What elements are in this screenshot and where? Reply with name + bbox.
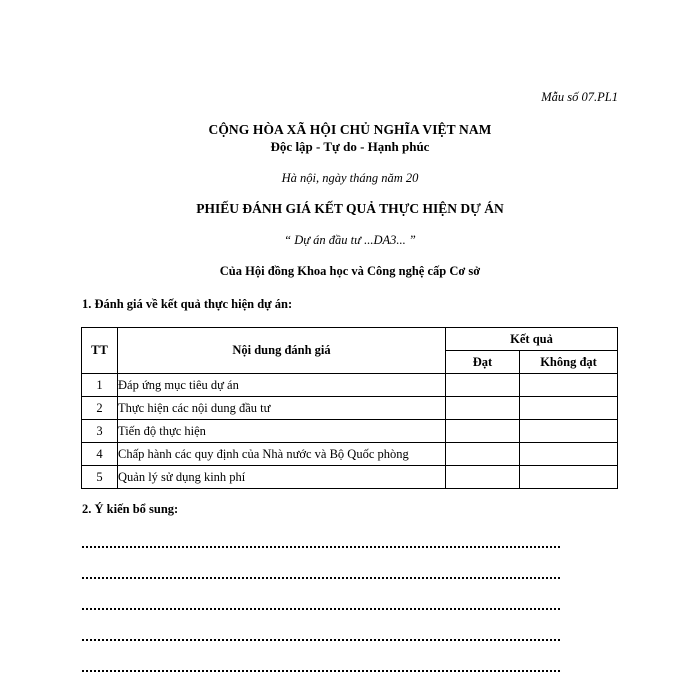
- table-row: [82, 374, 618, 397]
- row-content: Chấp hành các quy định của Nhà nước và Bộ Quốc phòng: [118, 443, 446, 466]
- council-name: Của Hội đồng Khoa học và Công nghệ cấp Cơ sở: [219, 264, 481, 278]
- row-content: Đáp ứng mục tiêu dự án: [118, 374, 446, 397]
- column-header-fail: Không đạt: [520, 351, 618, 374]
- form-code: Mẫu số 07.PL1: [541, 90, 618, 104]
- comment-line[interactable]: [82, 567, 560, 579]
- row-number: 1: [82, 374, 118, 397]
- column-header-content: Nội dung đánh giá: [118, 328, 446, 374]
- pass-cell[interactable]: [446, 420, 520, 443]
- pass-cell[interactable]: [446, 374, 520, 397]
- table-row: [82, 397, 618, 420]
- row-content: Thực hiện các nội dung đầu tư: [118, 397, 446, 420]
- comment-line[interactable]: [82, 536, 560, 548]
- date-line: Hà nội, ngày tháng năm 20: [281, 171, 419, 185]
- row-content: Quản lý sử dụng kinh phí: [118, 466, 446, 489]
- comment-line[interactable]: [82, 629, 560, 641]
- table-row: [82, 420, 618, 443]
- table-header-row: [82, 328, 618, 351]
- section-2-title: 2. Ý kiến bổ sung:: [82, 502, 179, 516]
- pass-cell[interactable]: [446, 397, 520, 420]
- nation-heading: CỘNG HÒA XÃ HỘI CHỦ NGHĨA VIỆT NAM: [208, 122, 492, 137]
- section-1-title: 1. Đánh giá về kết quả thực hiện dự án:: [82, 297, 293, 311]
- pass-cell[interactable]: [446, 466, 520, 489]
- row-number: 4: [82, 443, 118, 466]
- project-name: “ Dự án đầu tư ...DA3... ”: [284, 233, 416, 247]
- comment-line[interactable]: [82, 660, 560, 672]
- comment-line[interactable]: [82, 598, 560, 610]
- column-header-tt: TT: [82, 328, 118, 374]
- table-row: [82, 443, 618, 466]
- column-header-pass: Đạt: [446, 351, 520, 374]
- row-number: 5: [82, 466, 118, 489]
- table-row: [82, 466, 618, 489]
- pass-cell[interactable]: [446, 443, 520, 466]
- row-number: 3: [82, 420, 118, 443]
- row-number: 2: [82, 397, 118, 420]
- fail-cell[interactable]: [520, 374, 618, 397]
- fail-cell[interactable]: [520, 466, 618, 489]
- fail-cell[interactable]: [520, 443, 618, 466]
- evaluation-table: [81, 327, 618, 489]
- row-content: Tiến độ thực hiện: [118, 420, 446, 443]
- motto: Độc lập - Tự do - Hạnh phúc: [270, 139, 430, 154]
- fail-cell[interactable]: [520, 397, 618, 420]
- document-title: PHIẾU ĐÁNH GIÁ KẾT QUẢ THỰC HIỆN DỰ ÁN: [196, 201, 504, 216]
- fail-cell[interactable]: [520, 420, 618, 443]
- column-header-result: Kết quả: [446, 328, 618, 351]
